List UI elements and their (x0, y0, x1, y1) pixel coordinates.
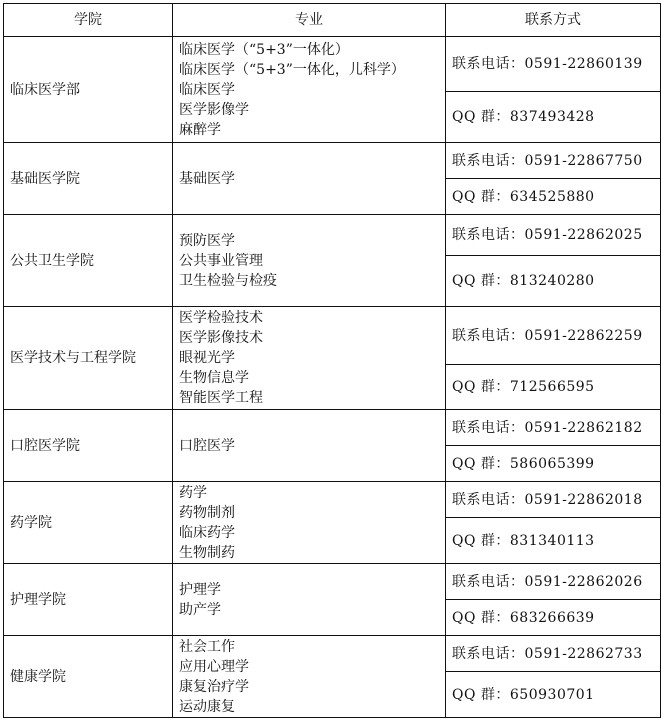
major-item: 公共事业管理 (179, 252, 263, 269)
major-item: 生物制药 (179, 544, 235, 561)
contact-phone: 联系电话：0591-22862018 (446, 482, 661, 518)
college-contact-table (3, 3, 661, 718)
major-item: 临床医学（“5+3”一体化，儿科学） (179, 61, 405, 78)
college-name: 公共卫生学院 (4, 215, 173, 307)
major-item: 药物制剂 (179, 504, 235, 521)
major-item: 药学 (179, 484, 207, 501)
table-header-row (4, 4, 661, 37)
major-item: 社会工作 (179, 638, 235, 655)
college-name: 口腔医学院 (4, 410, 173, 482)
contact-qq-group: QQ 群：683266639 (446, 600, 661, 636)
major-item: 康复治疗学 (179, 678, 249, 695)
table-row (4, 307, 661, 365)
major-item: 运动康复 (179, 698, 235, 715)
major-item: 眼视光学 (179, 350, 235, 366)
major-item: 预防医学 (179, 232, 235, 249)
contact-phone: 联系电话：0591-22862259 (446, 307, 661, 365)
contact-qq-group: QQ 群：650930701 (446, 672, 661, 718)
college-name: 临床医学部 (4, 37, 173, 143)
major-item: 临床医学（“5+3”一体化） (179, 41, 349, 58)
contact-qq-group: QQ 群：813240280 (446, 256, 661, 307)
table-row (4, 215, 661, 256)
major-item: 医学检验技术 (179, 310, 263, 326)
major-list (173, 564, 446, 636)
table-row (4, 482, 661, 518)
major-item: 助产学 (179, 601, 221, 618)
college-name: 药学院 (4, 482, 173, 564)
header-contact: 联系方式 (446, 4, 661, 37)
major-item: 基础医学 (179, 170, 235, 187)
major-item: 卫生检验与检疫 (179, 272, 277, 289)
header-college: 学院 (4, 4, 173, 37)
contact-phone: 联系电话：0591-22862733 (446, 636, 661, 672)
major-list (173, 307, 446, 410)
contact-phone: 联系电话：0591-22862026 (446, 564, 661, 600)
college-name: 护理学院 (4, 564, 173, 636)
major-item: 口腔医学 (179, 437, 235, 454)
major-list (173, 482, 446, 564)
college-name: 基础医学院 (4, 143, 173, 215)
contact-qq-group: QQ 群：712566595 (446, 365, 661, 410)
contact-qq-group: QQ 群：837493428 (446, 92, 661, 143)
major-list (173, 215, 446, 307)
contact-phone: 联系电话：0591-22862182 (446, 410, 661, 446)
major-list (173, 37, 446, 143)
major-list (173, 143, 446, 215)
table-row (4, 143, 661, 179)
major-item: 护理学 (179, 581, 221, 598)
table-row (4, 410, 661, 446)
major-list (173, 410, 446, 482)
contact-phone: 联系电话：0591-22860139 (446, 37, 661, 92)
major-item: 应用心理学 (179, 658, 249, 675)
major-item: 临床药学 (179, 524, 235, 541)
table-row (4, 636, 661, 672)
college-name: 医学技术与工程学院 (4, 307, 173, 410)
contact-qq-group: QQ 群：831340113 (446, 518, 661, 564)
major-item: 临床医学 (179, 81, 235, 98)
major-item: 智能医学工程 (179, 390, 263, 406)
contact-phone: 联系电话：0591-22867750 (446, 143, 661, 179)
header-major: 专业 (173, 4, 446, 37)
table-row (4, 37, 661, 92)
contact-phone: 联系电话：0591-22862025 (446, 215, 661, 256)
major-item: 医学影像学 (179, 101, 249, 118)
table-row (4, 564, 661, 600)
major-list (173, 636, 446, 718)
contact-qq-group: QQ 群：586065399 (446, 446, 661, 482)
major-item: 麻醉学 (179, 121, 221, 138)
college-name: 健康学院 (4, 636, 173, 718)
contact-qq-group: QQ 群：634525880 (446, 179, 661, 215)
major-item: 生物信息学 (179, 370, 249, 386)
major-item: 医学影像技术 (179, 330, 263, 346)
table-body (4, 37, 661, 718)
